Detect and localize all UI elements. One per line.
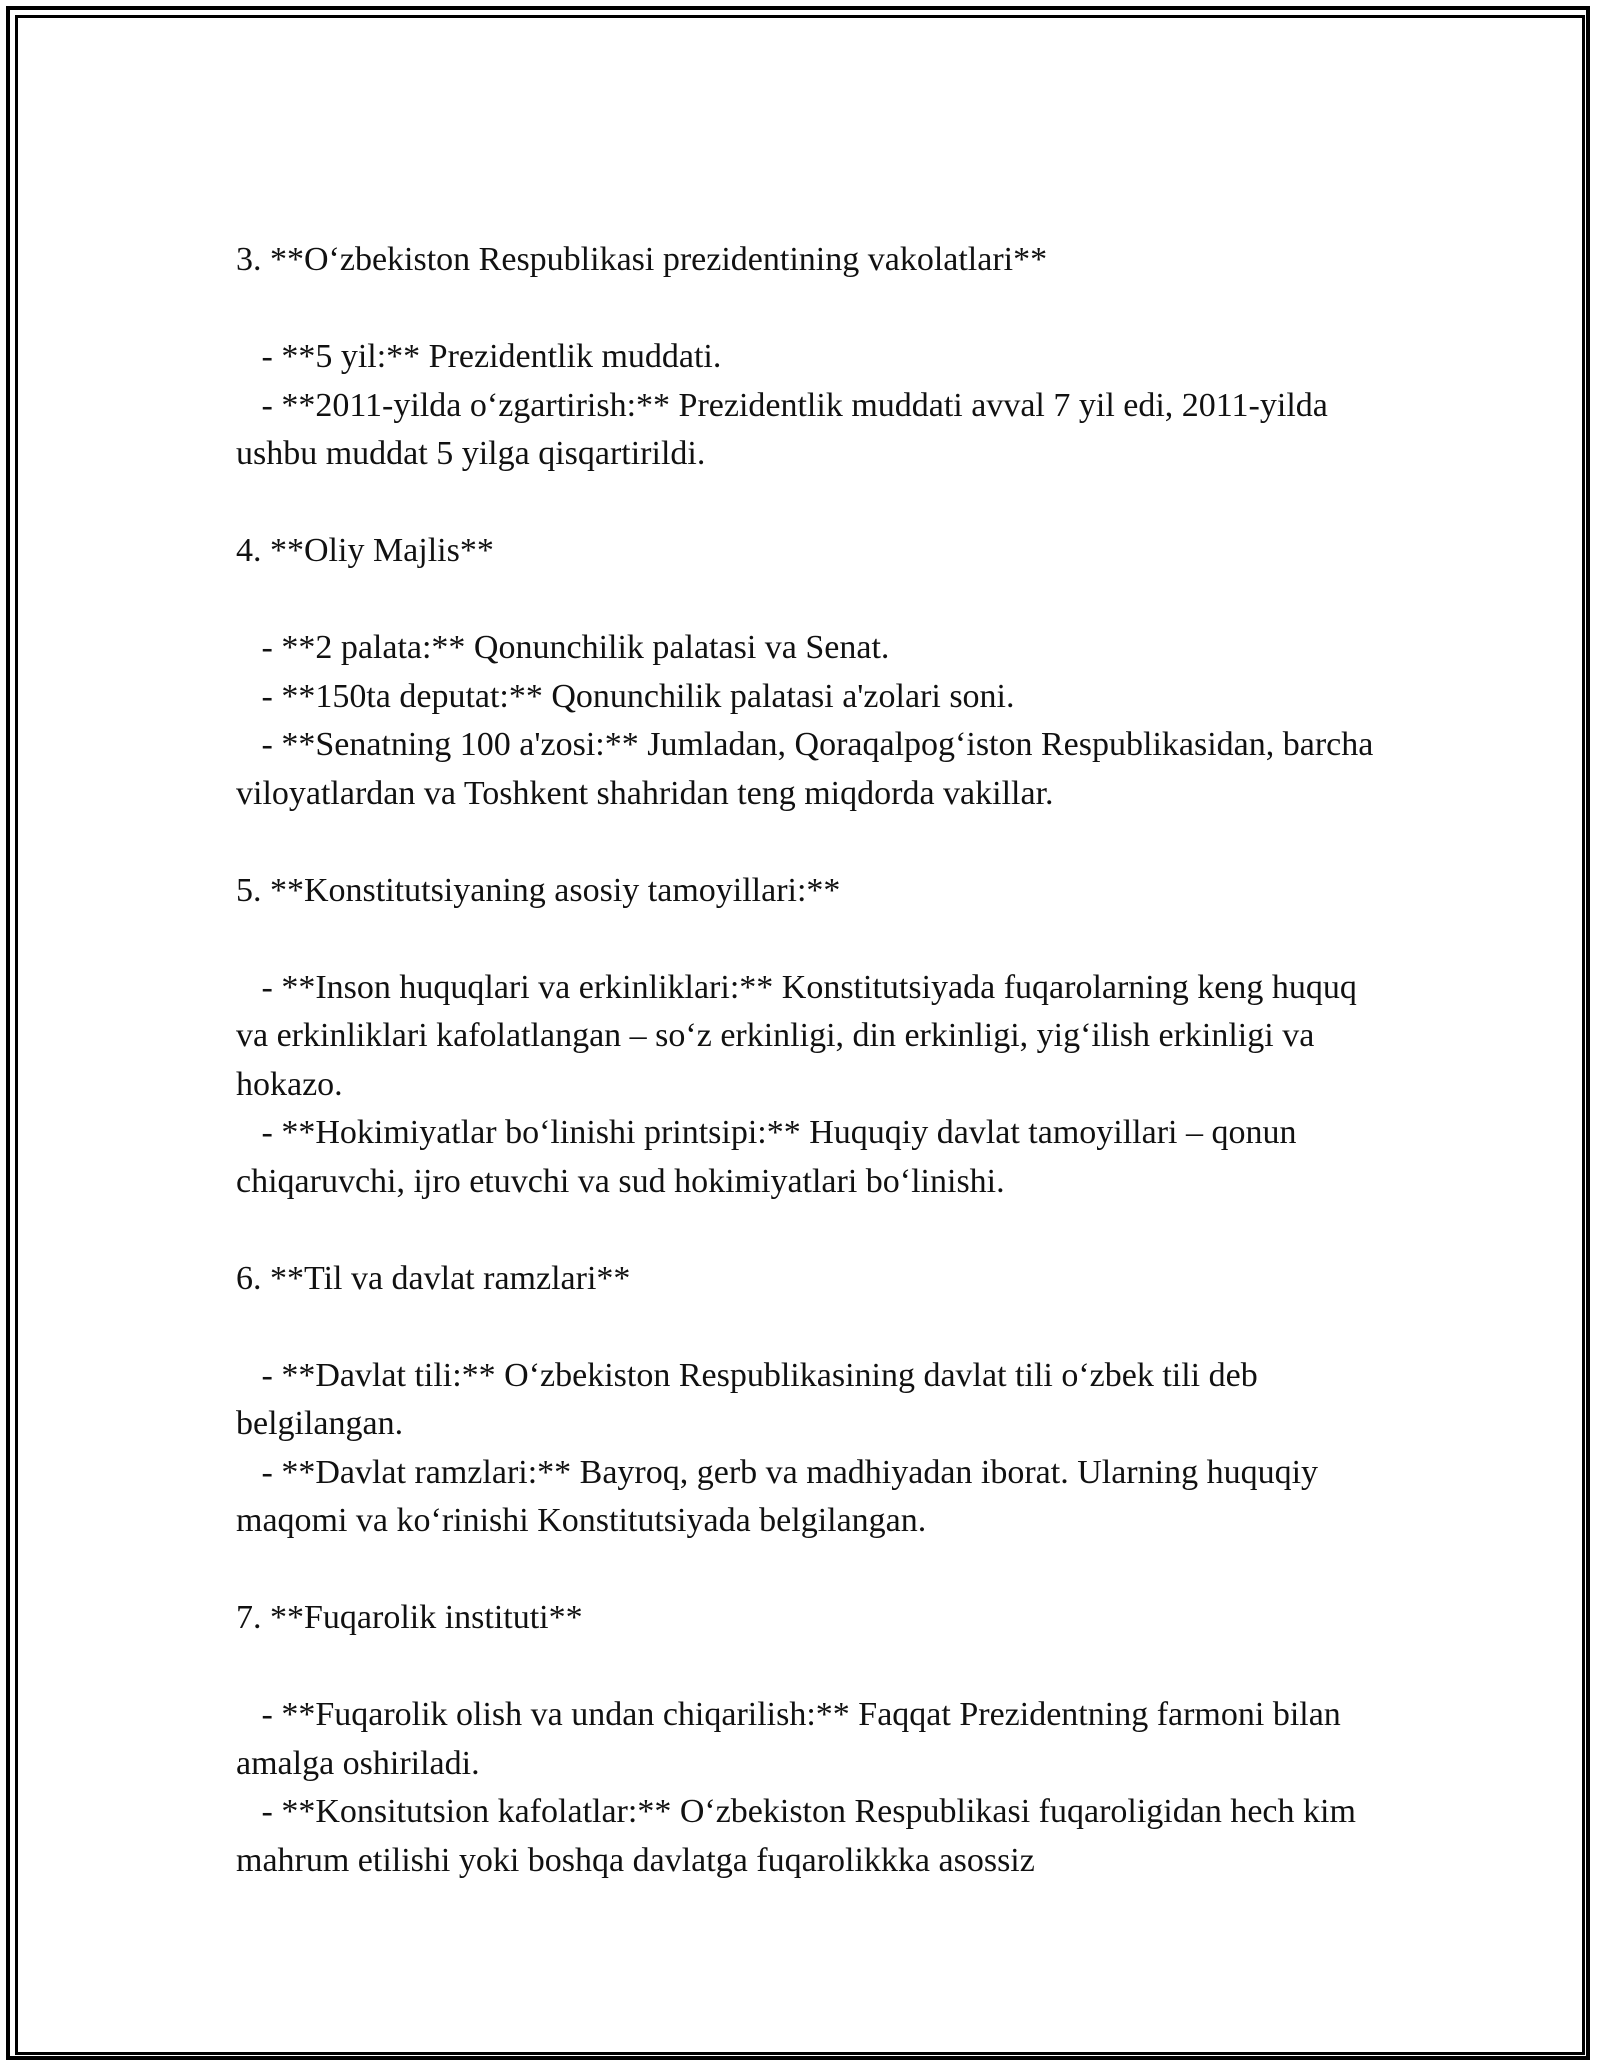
list-item: - **Davlat tili:** Oʻzbekiston Respublikasining davlat tili oʻzbek tili deb belgilangan. [236,1356,1267,1442]
section-3 [236,236,1386,479]
document-body [236,236,1386,1885]
list-item: - **2 palata:** Qonunchilik palatasi va Senat. [236,629,890,666]
list-item: - **Senatning 100 a'zosi:** Jumladan, Qoraqalpogʻiston Respublikasidan, barcha viloyatlardan va Toshkent shahridan teng miqdorda vakillar. [236,726,1382,812]
list-item: - **Inson huquqlari va erkinliklari:** Konstitutsiyada fuqarolarning keng huquq va erkinliklari kafolatlangan – soʻz erkinligi, din erkinligi, yigʻilish erkinligi va hokazo. [236,968,1366,1103]
list-item: - **Fuqarolik olish va undan chiqarilish:** Faqqat Prezidentning farmoni bilan amalga oshiriladi. [236,1696,1350,1782]
section-heading: 7. **Fuqarolik instituti** [236,1599,583,1636]
section-5 [236,867,1386,1207]
section-6 [236,1255,1386,1546]
section-heading: 3. **Oʻzbekiston Respublikasi prezidentining vakolatlari** [236,241,1048,278]
section-heading: 4. **Oliy Majlis** [236,532,494,569]
list-item: - **Konsitutsion kafolatlar:** Oʻzbekiston Respublikasi fuqaroligidan hech kim mahrum etilishi yoki boshqa davlatga fuqarolikkka asossiz [236,1793,1365,1879]
list-item: - **Davlat ramzlari:** Bayroq, gerb va madhiyadan iborat. Ularning huquqiy maqomi va koʻrinishi Konstitutsiyada belgilangan. [236,1453,1327,1539]
list-item: - **150ta deputat:** Qonunchilik palatasi a'zolari soni. [236,677,1015,715]
section-heading: 5. **Konstitutsiyaning asosiy tamoyillari:** [236,871,841,909]
list-item: - **Hokimiyatlar boʻlinishi printsipi:** Huquqiy davlat tamoyillari – qonun chiqaruvchi, ijro etuvchi va sud hokimiyatlari boʻlinishi. [236,1114,1305,1200]
section-4 [236,527,1386,818]
list-item: - **2011-yilda oʻzgartirish:** Prezidentlik muddati avval 7 yil edi, 2011-yilda ushbu muddat 5 yilga qisqartirildi. [236,386,1337,472]
section-heading: 6. **Til va davlat ramzlari** [236,1259,631,1297]
list-item: - **5 yil:** Prezidentlik muddati. [236,338,722,375]
section-7 [236,1594,1386,1885]
